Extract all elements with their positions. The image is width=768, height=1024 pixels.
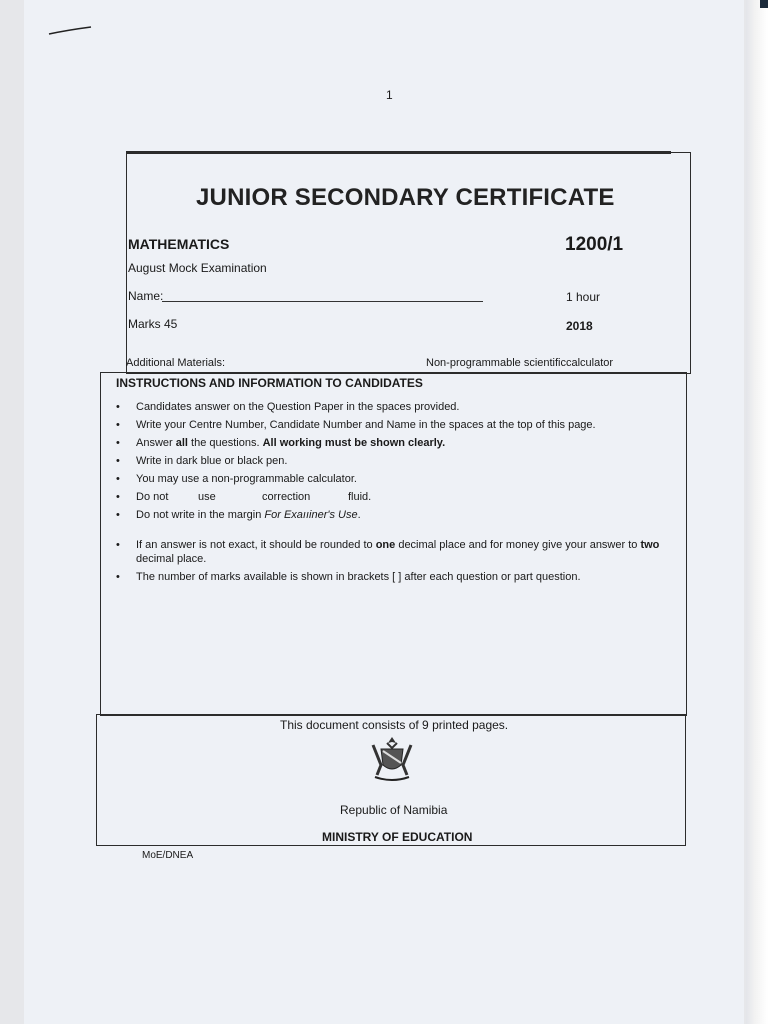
instruction-item: [112, 436, 672, 450]
instruction-item: [112, 490, 672, 504]
name-field-line[interactable]: [162, 301, 483, 302]
namibia-coat-of-arms-icon: [367, 735, 417, 785]
subject-name: MATHEMATICS: [128, 236, 230, 252]
instruction-emphasis: one: [375, 539, 396, 551]
instruction-text: decimal place and for money give your answer to: [395, 539, 641, 551]
page-count-note: This document consists of 9 printed pages.: [280, 718, 509, 732]
page-number: 1: [386, 88, 393, 102]
instruction-text: Do not write in the margin: [136, 509, 265, 521]
instruction-word: Do not: [136, 491, 169, 503]
total-marks: Marks 45: [128, 317, 178, 331]
exam-name: August Mock Examination: [128, 261, 267, 275]
instructions-list: [112, 400, 672, 588]
instruction-text: The number of marks available is shown in brackets [ ] after each question or part question.: [136, 571, 581, 583]
instruction-emphasis: all: [175, 437, 188, 449]
instruction-italic: For Exaııiner's Use: [264, 509, 358, 521]
certificate-title: JUNIOR SECONDARY CERTIFICATE: [196, 184, 615, 211]
instruction-item: [112, 472, 672, 486]
republic-name: Republic of Namibia: [340, 803, 448, 817]
additional-materials-label: Additional Materials:: [126, 357, 226, 369]
instruction-word: use: [198, 491, 216, 503]
instruction-item: [112, 400, 672, 414]
instruction-item: [112, 418, 672, 432]
instruction-text: .: [357, 509, 361, 521]
paper-code: 1200/1: [565, 234, 624, 255]
instruction-item: [112, 570, 672, 584]
instruction-emphasis: two: [640, 539, 660, 551]
instruction-text: If an answer is not exact, it should be rounded to: [136, 539, 376, 551]
instruction-emphasis: All working must be shown clearly.: [262, 437, 446, 449]
instruction-word: correction: [262, 491, 311, 503]
instruction-item: [112, 508, 672, 522]
instruction-text: Candidates answer on the Question Paper in the spaces provided.: [136, 401, 460, 413]
instruction-text: decimal place.: [136, 553, 207, 565]
instructions-title: INSTRUCTIONS AND INFORMATION TO CANDIDATES: [116, 376, 423, 390]
scanner-corner: [760, 0, 768, 8]
instruction-text: You may use a non-programmable calculator.: [136, 473, 357, 485]
instruction-item: [112, 454, 672, 468]
instruction-text: Answer: [136, 437, 176, 449]
document-code: MoE/DNEA: [142, 850, 194, 861]
ministry-name: MINISTRY OF EDUCATION: [322, 830, 473, 844]
exam-year: 2018: [566, 319, 593, 333]
instruction-text: the questions.: [187, 437, 263, 449]
name-label: Name:: [128, 289, 164, 303]
instruction-text: Write your Centre Number, Candidate Number and Name in the spaces at the top of this page.: [136, 419, 596, 431]
pen-stroke-mark: [48, 26, 92, 36]
instruction-item: [112, 538, 672, 566]
instruction-text: Write in dark blue or black pen.: [136, 455, 288, 467]
instruction-word: fluid.: [348, 491, 372, 503]
page-edge: [746, 0, 768, 1024]
duration: 1 hour: [566, 290, 601, 304]
additional-materials-value: Non-programmable scientificcalculator: [426, 357, 614, 369]
